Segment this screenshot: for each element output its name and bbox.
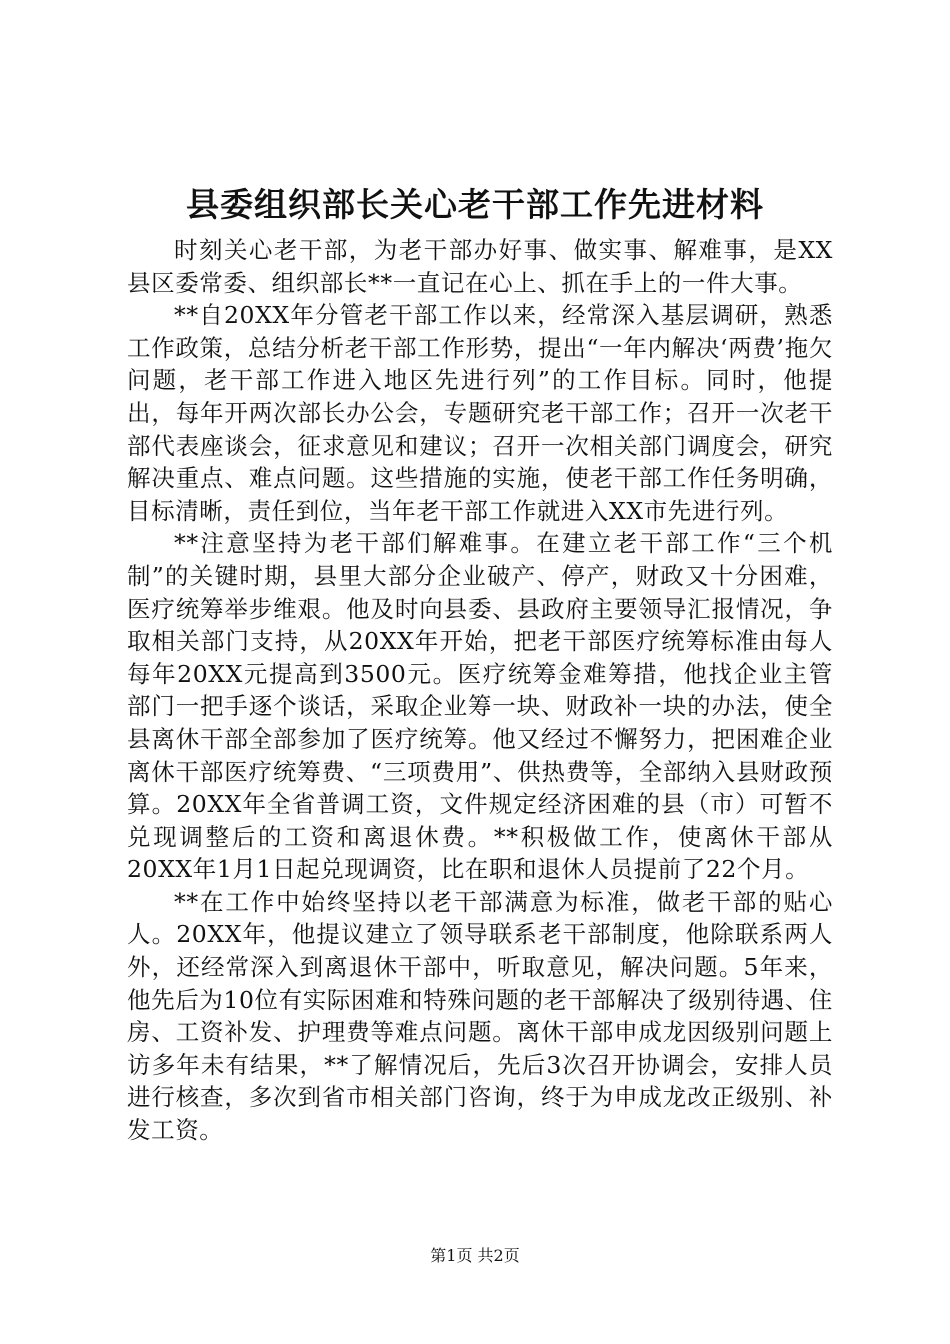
document-title: 县委组织部长关心老干部工作先进材料 (186, 185, 764, 224)
paragraph: **注意坚持为老干部们解难事。在建立老干部工作“三个机制”的关键时期，县里大部分企业破产、停产，财政又十分困难，医疗统筹举步维艰。他及时向县委、县政府主要领导汇报情况，争取相关部门支持，从20XX年开始，把老干部医疗统筹标准由每人每年20XX元提高到3500元。医疗统筹金难筹措，他找企业主管部门一把手逐个谈话，采取企业筹一块、财政补一块的办法，使全县离休干部全部参加了医疗统筹。他又经过不懈努力，把困难企业离休干部医疗统筹费、“三项费用”、供热费等，全部纳入县财政预算。20XX年全省普调工资，文件规定经济困难的县（市）可暂不兑现调整后的工资和离退休费。**积极做工作，使离休干部从20XX年1月1日起兑现调资，比在职和退休人员提前了22个月。 (127, 529, 833, 884)
paragraph: **在工作中始终坚持以老干部满意为标准，做老干部的贴心人。20XX年，他提议建立了领导联系老干部制度，他除联系两人外，还经常深入到离退休干部中，听取意见，解决问题。5年来，他先后为10位有实际困难和特殊问题的老干部解决了级别待遇、住房、工资补发、护理费等难点问题。离休干部申成龙因级别问题上访多年未有结果，**了解情况后，先后3次召开协调会，安排人员进行核查，多次到省市相关部门咨询，终于为申成龙改正级别、补发工资。 (127, 887, 833, 1145)
document-body (127, 234, 833, 1147)
paragraph: **自20XX年分管老干部工作以来，经常深入基层调研，熟悉工作政策，总结分析老干部工作形势，提出“一年内解决‘两费’拖欠问题，老干部工作进入地区先进行列”的工作目标。同时，他提出，每年开两次部长办公会，专题研究老干部工作；召开一次老干部代表座谈会，征求意见和建议；召开一次相关部门调度会，研究解决重点、难点问题。这些措施的实施，使老干部工作任务明确，目标清晰，责任到位，当年老干部工作就进入XX市先进行列。 (127, 301, 833, 525)
page-number-footer: 第1页 共2页 (430, 1246, 520, 1265)
paragraph: 时刻关心老干部，为老干部办好事、做实事、解难事，是XX县区委常委、组织部长**一直记在心上、抓在手上的一件大事。 (127, 236, 833, 297)
